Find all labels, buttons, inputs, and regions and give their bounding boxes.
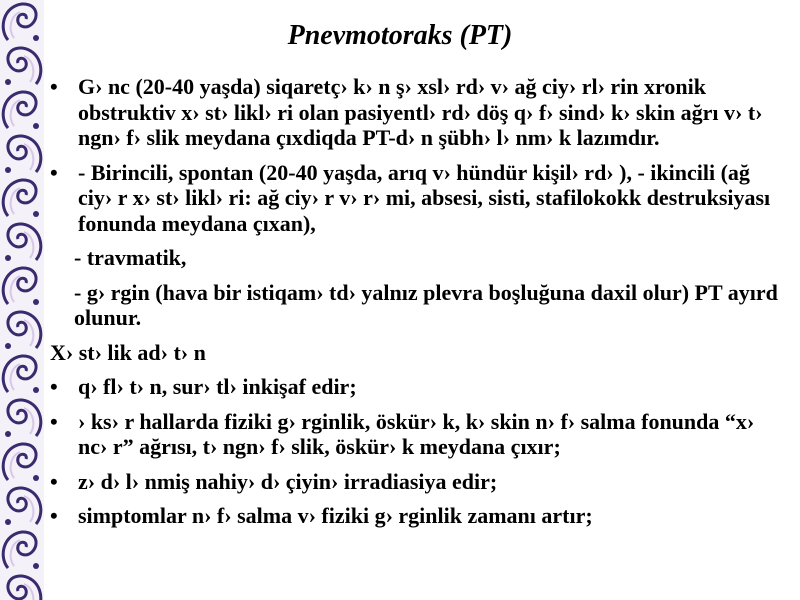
paisley-motif — [3, 356, 39, 393]
section-heading: X› st› lik ad› t› n — [50, 339, 206, 365]
bullet-dot-icon: • — [50, 159, 58, 185]
paisley-motif — [5, 312, 41, 349]
paisley-motif — [5, 488, 41, 525]
bullet-text: q› fl› t› n, sur› tl› inkişaf edir; — [78, 374, 357, 399]
indented-line: - travmatik, — [74, 245, 187, 270]
slide-content — [50, 74, 780, 538]
paisley-motif — [5, 48, 41, 85]
paisley-motif — [3, 92, 39, 129]
bullet-item — [50, 503, 780, 529]
paisley-motif — [3, 532, 39, 569]
bullet-dot-icon: • — [50, 503, 58, 528]
indented-line: - g› rgin (hava bir istiqam› td› yalnız plevra boşluğuna daxil olur) PT ayırd olunur. — [74, 279, 778, 330]
decorative-paisley-border — [0, 0, 44, 600]
bullet-text: simptomlar n› f› salma v› fiziki g› rginlik zamanı artır; — [78, 503, 593, 528]
bullet-item — [50, 409, 780, 460]
paisley-motif — [5, 576, 41, 600]
bullet-dot-icon: • — [50, 74, 58, 99]
bullet-item — [50, 74, 780, 151]
bullet-text: G› nc (20-40 yaşda) siqaretç› k› n ş› xsl› rd› v› ağ ciy› rl› rin xronik obstruktiv x› st› likl› ri olan pasiyentl› rd› döş q› f› sind› k› skin ağrı v› t› ngn› f› slik meydana çıxdiqda PT-d› n şübh› l› nm› k lazımdır. — [78, 74, 763, 150]
paisley-motif — [3, 444, 39, 481]
slide-title: Pnevmotoraks (PT) — [287, 20, 513, 51]
bullet-dot-icon: • — [50, 374, 58, 399]
bullet-text: › ks› r hallarda fiziki g› rginlik, öskür› k, k› skin n› f› salma fonunda “x› nc› r” ağrısı, t› ngn› f› slik, öskür› k meydana çıxır; — [78, 408, 755, 459]
paisley-motif — [5, 224, 41, 261]
bullet-item — [50, 374, 780, 400]
paisley-pattern-icon — [0, 0, 44, 600]
bullet-dot-icon: • — [50, 408, 58, 434]
bullet-text: z› d› l› nmiş nahiy› d› çiyin› irradiasiya edir; — [78, 468, 498, 494]
paisley-motif — [5, 136, 41, 173]
bullet-text: - Birincili, spontan (20-40 yaşda, arıq v› hündür kişil› rd› ), - ikincili (ağ ciy› r x› st› likl› ri: ağ ciy› r v› r› mi, absesi, sisti, stafilokokk destruksiyası fonunda meydana çıxan), — [78, 159, 771, 236]
paisley-motif — [3, 268, 39, 305]
paisley-motif — [5, 400, 41, 437]
bullet-item — [50, 469, 780, 495]
bullet-dot-icon: • — [50, 468, 58, 494]
paisley-motif — [3, 180, 39, 217]
bullet-item — [50, 160, 780, 237]
